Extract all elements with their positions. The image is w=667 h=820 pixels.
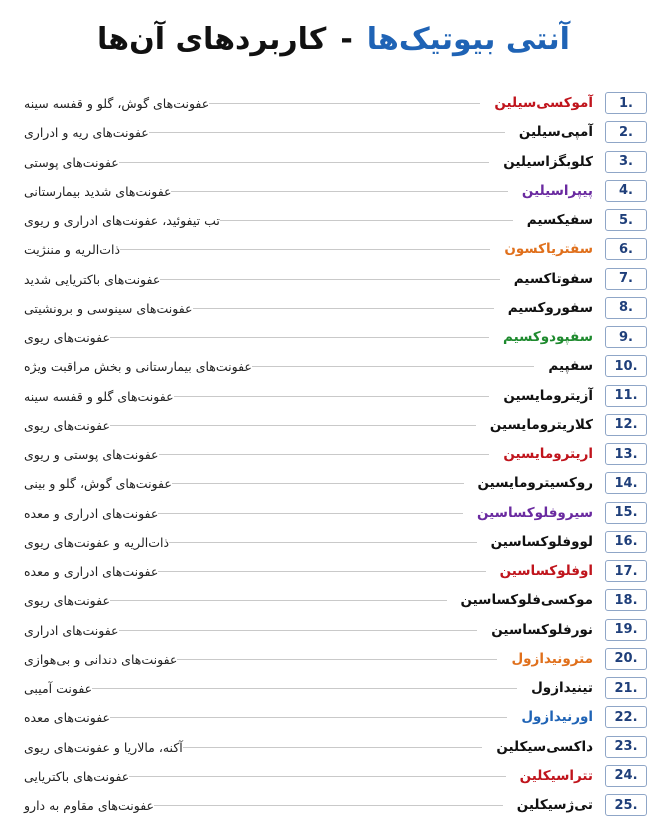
item-use-wrap [24, 674, 593, 703]
list-item [0, 206, 667, 235]
item-drug: کلاریترومایسین [489, 416, 593, 433]
item-use: آکنه، مالاریا و عفونت‌های ریوی [24, 739, 183, 755]
list-item [0, 674, 667, 703]
item-use: عفونت آمیبی [24, 681, 93, 696]
row-divider [154, 805, 503, 806]
row-divider [92, 688, 517, 689]
item-use: عفونت‌های ریوی [24, 593, 110, 609]
item-drug: آمپی‌سیلین [518, 124, 593, 141]
row-divider [169, 542, 477, 543]
item-drug: لووفلوکساسین [490, 533, 593, 550]
item-use: عفونت‌های باکتریایی شدید [24, 271, 161, 287]
item-use: عفونت‌های معده [24, 710, 110, 726]
item-number: 22. [605, 706, 647, 728]
item-use: عفونت‌های گلو و قفسه سینه [24, 388, 174, 404]
item-use: عفونت‌های پوستی [24, 154, 119, 170]
item-number: 12. [605, 414, 647, 436]
item-number: 14. [605, 472, 647, 494]
item-use: عفونت‌های گوش، گلو و قفسه سینه [24, 96, 210, 111]
row-divider [120, 249, 490, 250]
row-divider [129, 776, 505, 777]
list-item [0, 557, 667, 586]
list-item [0, 762, 667, 791]
row-divider [183, 747, 483, 748]
row-divider [174, 396, 490, 397]
row-divider [119, 630, 478, 631]
item-use-wrap [24, 703, 593, 732]
item-number: 16. [605, 531, 647, 553]
title-separator: - [340, 22, 353, 57]
item-drug: سفپیم [548, 358, 593, 375]
item-use: عفونت‌های دندانی و بی‌هوازی [24, 651, 178, 667]
list-item [0, 645, 667, 674]
item-number: 1. [605, 92, 647, 114]
item-drug: نورفلوکساسین [491, 621, 593, 638]
page-title [0, 10, 667, 70]
row-divider [252, 366, 535, 367]
item-use: عفونت‌های ریه و ادراری [24, 125, 149, 141]
item-drug: اوفلوکساسین [499, 563, 593, 579]
list-item [0, 703, 667, 732]
item-number: 19. [605, 619, 647, 641]
item-drug: کلوبگزاسیلین [503, 153, 593, 170]
row-divider [110, 337, 489, 338]
row-divider [171, 191, 507, 192]
row-divider [159, 454, 490, 455]
item-number: 23. [605, 736, 647, 758]
item-use-wrap [24, 791, 593, 820]
item-number: 25. [605, 794, 647, 816]
item-use: عفونت‌های ادراری و معده [24, 505, 159, 521]
item-drug: سفوتاکسیم [513, 270, 593, 287]
item-number: 18. [605, 589, 647, 611]
item-number: 8. [605, 297, 647, 319]
item-number: 20. [605, 648, 647, 670]
item-use-wrap [24, 177, 593, 206]
item-drug: روکسیترومایسین [477, 475, 593, 492]
item-drug: داکسی‌سیکلین [496, 738, 593, 755]
item-drug: آزیترومایسین [503, 387, 593, 404]
item-use-wrap [24, 762, 593, 791]
item-number: 13. [605, 443, 647, 465]
item-use-wrap [24, 118, 593, 147]
item-use-wrap [24, 206, 593, 235]
item-use-wrap [24, 265, 593, 294]
list-item [0, 294, 667, 323]
item-use: ذات‌الریه و عفونت‌های ریوی [24, 534, 170, 550]
row-divider [193, 308, 494, 309]
item-number: 5. [605, 209, 647, 231]
row-divider [172, 483, 464, 484]
item-number: 24. [605, 765, 647, 787]
list-item [0, 616, 667, 645]
row-divider [160, 279, 499, 280]
item-use: عفونت‌های سینوسی و برونشیتی [24, 300, 193, 316]
item-use: عفونت‌های ادراری [24, 622, 119, 638]
item-drug: اورنیدازول [521, 709, 593, 726]
antibiotic-list [0, 89, 667, 820]
item-number: 11. [605, 385, 647, 407]
row-divider [149, 132, 505, 133]
list-item [0, 528, 667, 557]
item-drug: سفپودوکسیم [503, 329, 593, 345]
item-drug: اریترومایسین [503, 446, 593, 462]
list-item [0, 586, 667, 615]
item-number: 17. [605, 560, 647, 582]
row-divider [110, 425, 476, 426]
item-number: 7. [605, 268, 647, 290]
list-item [0, 148, 667, 177]
list-item [0, 352, 667, 381]
row-divider [119, 162, 490, 163]
row-divider [110, 600, 447, 601]
item-use-wrap [24, 352, 593, 381]
title-subtitle: کاربردهای آن‌ها [97, 22, 327, 57]
row-divider [110, 717, 507, 718]
item-number: 9. [605, 326, 647, 348]
item-use: عفونت‌های مقاوم به دارو [24, 798, 154, 813]
item-use: عفونت‌های ریوی [24, 417, 110, 433]
row-divider [158, 571, 485, 572]
item-drug: آموکسی‌سیلین [494, 95, 593, 111]
item-number: 4. [605, 180, 647, 202]
list-item [0, 469, 667, 498]
item-drug: موکسی‌فلوکساسین [460, 592, 593, 609]
list-item [0, 411, 667, 440]
item-use: عفونت‌های پوستی و ریوی [24, 447, 159, 462]
item-number: 3. [605, 151, 647, 173]
item-drug: سفیکسیم [526, 212, 593, 228]
item-use-wrap [24, 645, 593, 674]
item-number: 15. [605, 502, 647, 524]
list-item [0, 440, 667, 469]
item-drug: تتراسیکلین [519, 767, 593, 784]
list-item [0, 89, 667, 118]
list-item [0, 235, 667, 264]
item-drug: سفوروکسیم [507, 299, 593, 316]
item-drug: تینیدازول [531, 680, 593, 696]
row-divider [209, 103, 480, 104]
list-item [0, 382, 667, 411]
list-item [0, 177, 667, 206]
list-item [0, 118, 667, 147]
item-drug: تی‌ژسیکلین [516, 797, 593, 813]
item-drug: مترونیدازول [511, 650, 593, 667]
row-divider [220, 220, 513, 221]
item-use: تب تیفوئید، عفونت‌های ادراری و ریوی [24, 213, 220, 228]
item-use: عفونت‌های ادراری و معده [24, 564, 159, 579]
list-item [0, 499, 667, 528]
row-divider [158, 513, 463, 514]
item-use: عفونت‌های ریوی [24, 330, 110, 345]
title-main: آنتی بیوتیک‌ها [366, 22, 570, 57]
item-use: ذات‌الریه و مننژیت [24, 242, 121, 258]
item-number: 6. [605, 238, 647, 260]
list-item [0, 265, 667, 294]
list-item [0, 791, 667, 820]
item-drug: پیپراسیلین [521, 182, 593, 199]
item-number: 10. [605, 355, 647, 377]
item-use: عفونت‌های شدید بیمارستانی [24, 183, 172, 199]
list-item [0, 323, 667, 352]
item-drug: سفتریاکسون [504, 241, 593, 258]
item-use: عفونت‌های گوش، گلو و بینی [24, 476, 172, 492]
item-use: عفونت‌های باکتریایی [24, 768, 130, 784]
item-number: 21. [605, 677, 647, 699]
row-divider [177, 659, 497, 660]
item-number: 2. [605, 121, 647, 143]
item-drug: سیروفلوکساسین [477, 504, 593, 521]
list-item [0, 733, 667, 762]
item-use: عفونت‌های بیمارستانی و بخش مراقبت ویژه [24, 359, 252, 375]
